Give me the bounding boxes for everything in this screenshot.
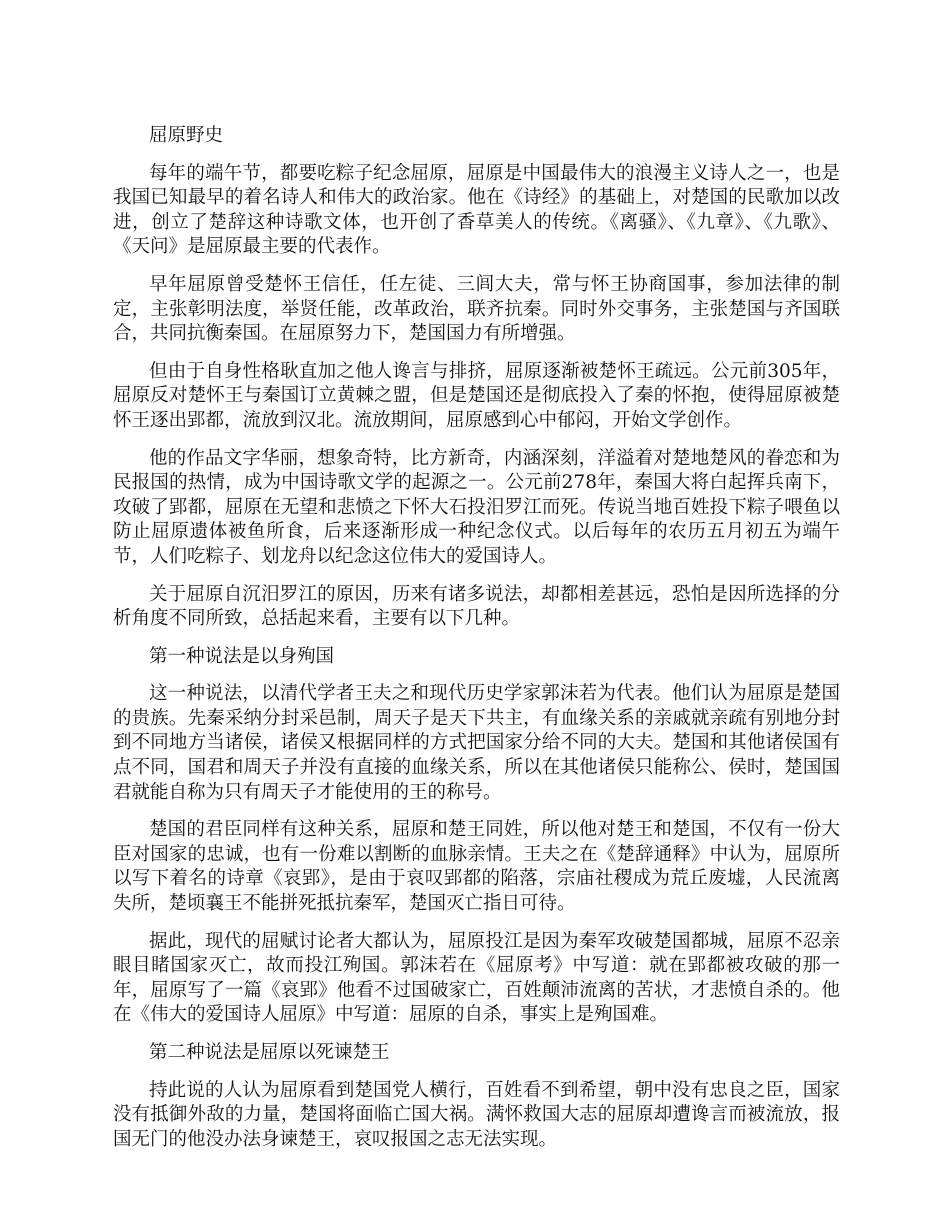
- section-heading-first-theory: 第一种说法是以身殉国: [149, 645, 335, 667]
- document-body: [113, 124, 840, 1165]
- paragraph-intro: 每年的端午节，都要吃粽子纪念屈原，屈原是中国最伟大的浪漫主义诗人之一，也是我国已知最早的着名诗人和伟大的政治家。他在《诗经》的基础上，对楚国的民歌加以改进，创立了楚辞这种诗歌文体，也开创了香草美人的传统。《离骚》、《九章》、《九歌》、《天问》是屈原最主要的代表作。: [113, 162, 840, 258]
- section-heading-second-theory: 第二种说法是屈原以死谏楚王: [149, 1042, 390, 1063]
- paragraph-second-theory-1: 持此说的人认为屈原看到楚国党人横行，百姓看不到希望，朝中没有忠良之臣，国家没有抵御外敌的力量，楚国将面临亡国大祸。满怀救国大志的屈原却遭谗言而被流放，报国无门的他没办法身谏楚王，哀叹报国之志无法实现。: [113, 1079, 840, 1150]
- paragraph-early-career: 早年屈原曾受楚怀王信任，任左徒、三闾大夫，常与怀王协商国事，参加法律的制定，主张彰明法度，举贤任能，改革政治，联齐抗秦。同时外交事务，主张楚国与齐国联合，共同抗衡秦国。在屈原努力下，楚国国力有所增强。: [113, 273, 840, 345]
- paragraph-first-theory-2: 楚国的君臣同样有这种关系，屈原和楚王同姓，所以他对楚王和楚国，不仅有一份大臣对国家的忠诚，也有一份难以割断的血脉亲情。王夫之在《楚辞通释》中认为，屈原所以写下着名的诗章《哀郢》，是由于哀叹郢都的陷落，宗庙社稷成为荒丘废墟，人民流离失所，楚顷襄王不能拼死抵抗秦军，楚国灭亡指日可待。: [113, 819, 840, 915]
- paragraph-first-theory-1: 这一种说法，以清代学者王夫之和现代历史学家郭沫若为代表。他们认为屈原是楚国的贵族。先秦采纳分封采邑制，周天子是天下共主，有血缘关系的亲戚就亲疏有别地分封到不同地方当诸侯，诸侯又根据同样的方式把国家分给不同的大夫。楚国和其他诸侯国有点不同，国君和周天子并没有直接的血缘关系，所以在其他诸侯只能称公、侯时，楚国国君就能自称为只有周天子才能使用的王的称号。: [113, 683, 840, 803]
- document-title: 屈原野史: [149, 125, 224, 146]
- paragraph-first-theory-3: 据此，现代的屈赋讨论者大都认为，屈原投江是因为秦军攻破楚国都城，屈原不忍亲眼目睹国家灭亡，故而投江殉国。郭沫若在《屈原考》中写道：就在郢都被攻破的那一年，屈原写了一篇《哀郢》他看不过国破家亡，百姓颠沛流离的苦状，才悲愤自杀的。他在《伟大的爱国诗人屈原》中写道：屈原的自杀，事实上是殉国难。: [113, 930, 840, 1026]
- paragraph-works-death: 他的作品文字华丽，想象奇特，比方新奇，内涵深刻，洋溢着对楚地楚风的眷恋和为民报国的热情，成为中国诗歌文学的起源之一。公元前278年，秦国大将白起挥兵南下，攻破了郢都，屈原在无望和悲愤之下怀大石投汨罗江而死。传说当地百姓投下粽子喂鱼以防止屈原遗体被鱼所食，后来逐渐形成一种纪念仪式。以后每年的农历五月初五为端午节，人们吃粽子、划龙舟以纪念这位伟大的爱国诗人。: [113, 447, 840, 567]
- paragraph-theories-intro: 关于屈原自沉汨罗江的原因，历来有诸多说法，却都相差甚远，恐怕是因所选择的分析角度不同所致，总括起来看，主要有以下几种。: [113, 583, 840, 630]
- paragraph-exile: 但由于自身性格耿直加之他人谗言与排挤，屈原逐渐被楚怀王疏远。公元前305年，屈原反对楚怀王与秦国订立黄棘之盟，但是楚国还是彻底投入了秦的怀抱，使得屈原被楚怀王逐出郢都，流放到汉北。流放期间，屈原感到心中郁闷，开始文学创作。: [113, 360, 840, 431]
